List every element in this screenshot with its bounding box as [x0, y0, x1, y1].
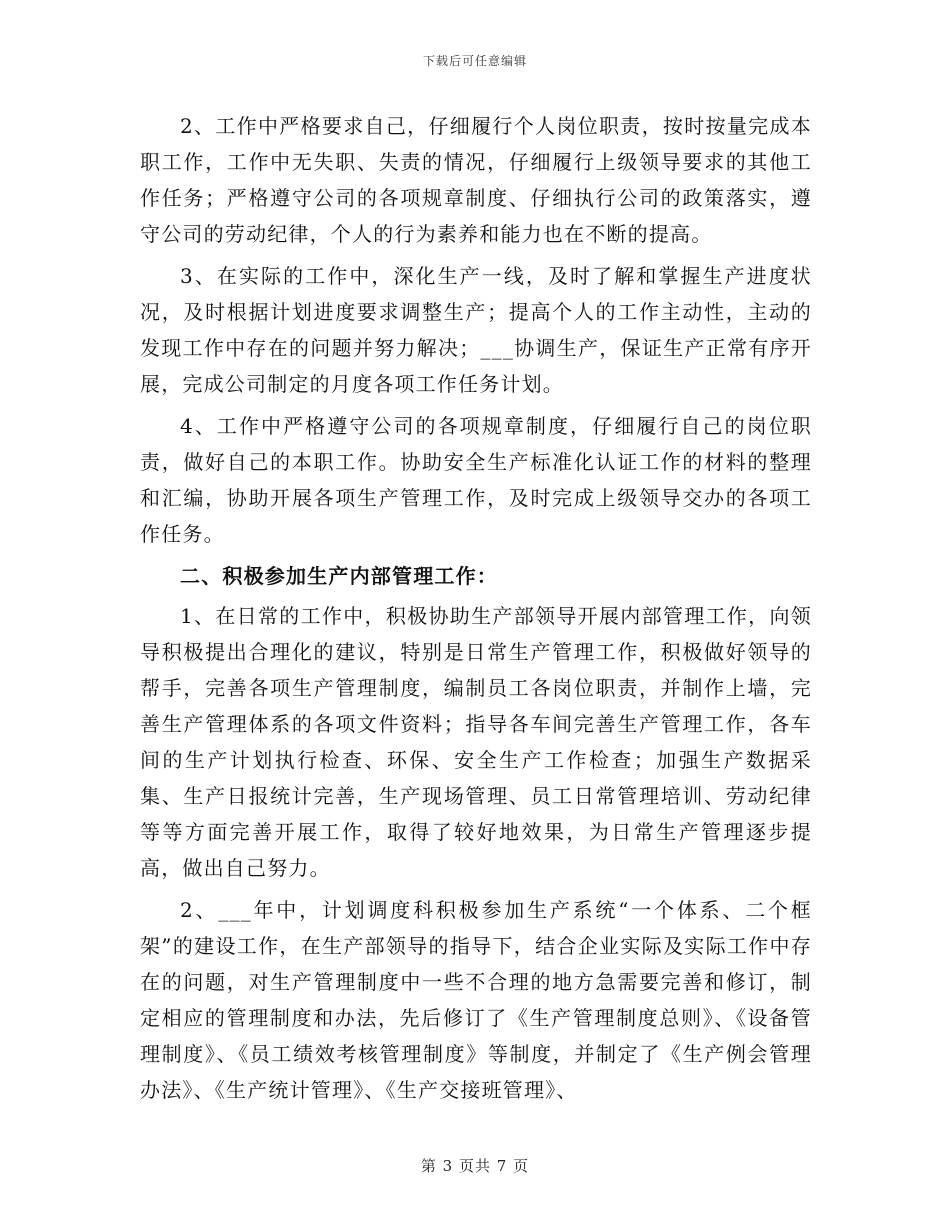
paragraph-item-3: 3、在实际的工作中，深化生产一线，及时了解和掌握生产进度状况，及时根据计划进度要求调整生产；提高个人的工作主动性，主动的发现工作中存在的问题并努力解决；___协调生产，保证生产正常有序开展，完成公司制定的月度各项工作任务计划。: [140, 264, 812, 396]
page-header: 下载后可任意编辑: [422, 54, 527, 68]
paragraph-section2-item-1: 1、在日常的工作中，积极协助生产部领导开展内部管理工作，向领导积极提出合理化的建议，特别是日常生产管理工作，积极做好领导的帮手，完善各项生产管理制度，编制员工各岗位职责，并制作上墙，完善生产管理体系的各项文件资料；指导各车间完善生产管理工作，各车间的生产计划执行检查、环保、安全生产工作检查；加强生产数据采集、生产日报统计完善，生产现场管理、员工日常管理培训、劳动纪律等等方面完善开展工作，取得了较好地效果，为日常生产管理逐步提高，做出自己努力。: [140, 604, 812, 880]
page-number: 第 3 页共 7 页: [420, 1157, 530, 1175]
section-heading: 二、积极参加生产内部管理工作：: [180, 564, 498, 588]
document-body: [140, 108, 812, 1114]
paragraph-item-4: 4、工作中严格遵守公司的各项规章制度，仔细履行自己的岗位职责，做好自己的本职工作。协助安全生产标准化认证工作的材料的整理和汇编，协助开展各项生产管理工作，及时完成上级领导交办的各项工作任务。: [140, 414, 812, 546]
paragraph-item-2: 2、工作中严格要求自己，仔细履行个人岗位职责，按时按量完成本职工作，工作中无失职、失责的情况，仔细履行上级领导要求的其他工作任务；严格遵守公司的各项规章制度、仔细执行公司的政策落实，遵守公司的劳动纪律，个人的行为素养和能力也在不断的提高。: [140, 114, 812, 246]
paragraph-section2-item-2: 2、___年中，计划调度科积极参加生产系统“一个体系、二个框架”的建设工作，在生产部领导的指导下，结合企业实际及实际工作中存在的问题，对生产管理制度中一些不合理的地方急需要完善和修订，制定相应的管理制度和办法，先后修订了《生产管理制度总则》、《设备管理制度》、《员工绩效考核管理制度》等制度，并制定了《生产例会管理办法》、《生产统计管理》、《生产交接班管理》、: [140, 898, 812, 1102]
